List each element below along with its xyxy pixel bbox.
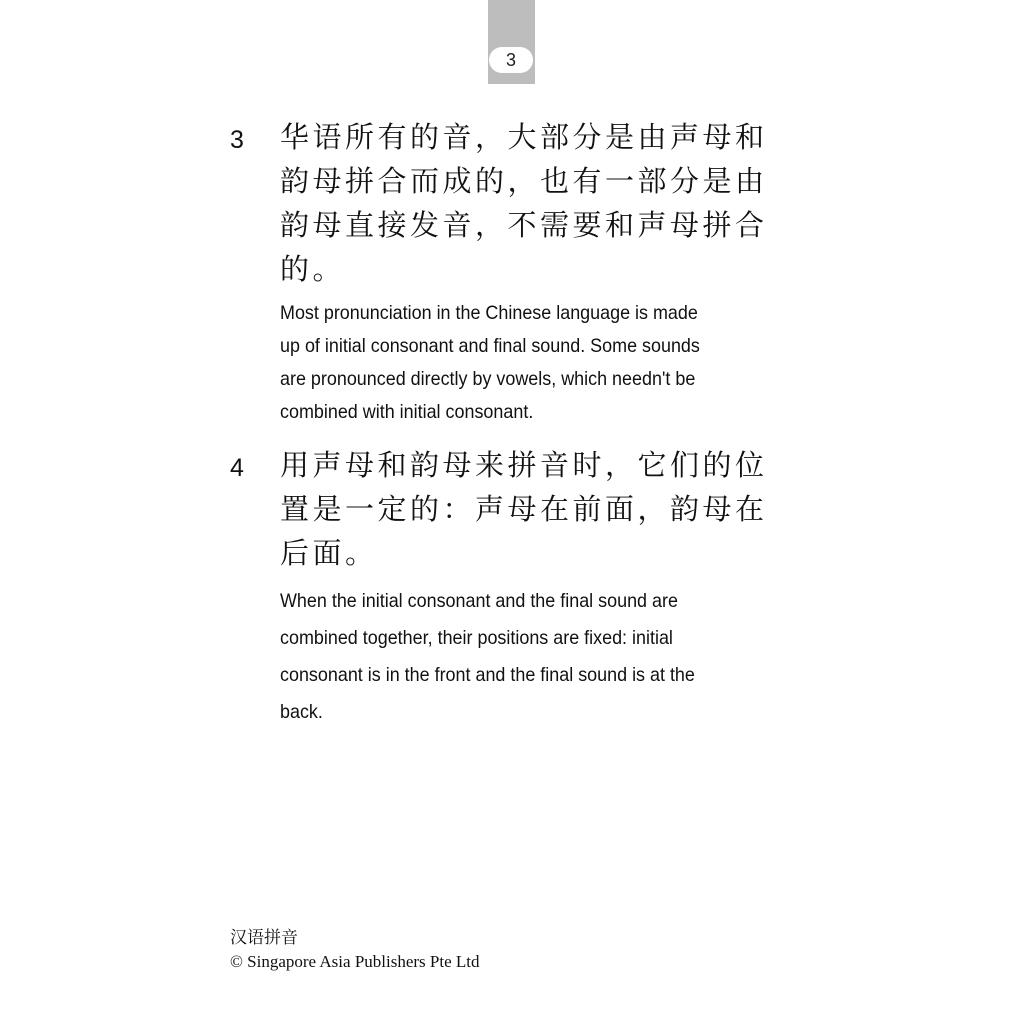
list-item: [230, 443, 810, 731]
english-text: [280, 583, 795, 731]
english-text-line: When the initial consonant and the final sound are: [280, 590, 678, 612]
page-footer: [230, 926, 480, 974]
english-text-line: combined with initial consonant.: [280, 401, 534, 423]
chinese-text: [280, 115, 795, 291]
chinese-text-line: 的。: [280, 252, 346, 286]
chinese-text-line: 韵母直接发音，不需要和声母拼合: [280, 208, 768, 242]
page-number: 3: [489, 47, 533, 73]
chinese-text-line: 韵母拼合而成的，也有一部分是由: [280, 164, 768, 198]
book-title: 汉语拼音: [230, 928, 298, 947]
chinese-text-line: 后面。: [280, 536, 378, 570]
copyright-notice: © Singapore Asia Publishers Pte Ltd: [230, 952, 480, 971]
english-text-line: combined together, their positions are fixed: initial: [280, 627, 673, 649]
chinese-text-line: 华语所有的音，大部分是由声母和: [280, 120, 768, 154]
chinese-text-line: 用声母和韵母来拼音时，它们的位: [280, 448, 768, 482]
item-body: [280, 443, 795, 731]
english-text-line: back.: [280, 701, 323, 723]
item-number: 4: [230, 454, 244, 482]
english-text-line: are pronounced directly by vowels, which needn't be: [280, 368, 696, 390]
english-text-line: Most pronunciation in the Chinese language is made: [280, 302, 698, 324]
item-body: [280, 115, 795, 429]
chinese-text-line: 置是一定的：声母在前面，韵母在: [280, 492, 768, 526]
chinese-text: [280, 443, 795, 575]
item-number: 3: [230, 126, 244, 154]
english-text-line: up of initial consonant and final sound. Some sounds: [280, 335, 700, 357]
english-text-line: consonant is in the front and the final sound is at the: [280, 664, 695, 686]
list-item: [230, 115, 810, 429]
english-text: [280, 297, 795, 429]
